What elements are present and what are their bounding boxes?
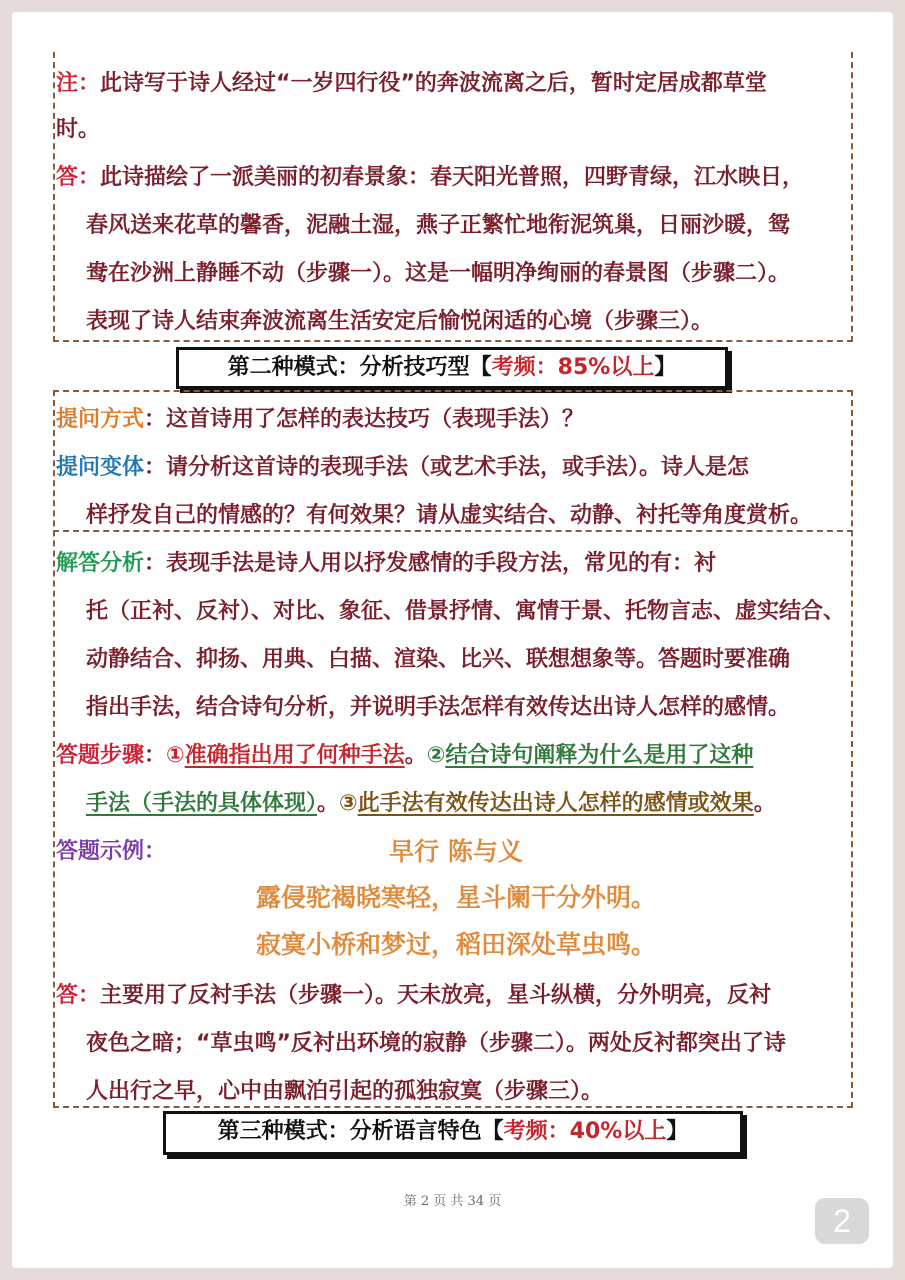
steps-colon: ：	[144, 743, 167, 768]
step1-text: 准确指出用了何种手法	[184, 743, 405, 768]
step1-number: ①	[166, 743, 185, 768]
step2-number: ②	[426, 743, 446, 768]
poem-line-2: 寂寞小桥和梦过，稻田深处草虫鸣。	[255, 930, 656, 959]
note-line-1	[56, 68, 868, 100]
steps-line-1	[56, 740, 868, 772]
mode2-bracket-close: 】	[654, 355, 677, 380]
mode2-bracket-open: 【	[469, 355, 492, 380]
mode2-frequency: 考频：85%以上	[491, 355, 655, 380]
mode3-bracket-open: 【	[481, 1119, 504, 1144]
step3-text: 此手法有效传达出诗人怎样的感情或效果	[357, 791, 754, 816]
step2-text-b: 手法（手法的具体体现）	[86, 791, 318, 816]
mode3-frequency: 考频：40%以上	[503, 1119, 667, 1144]
page-number-badge: 2	[815, 1198, 869, 1244]
note-text-2: 时。	[56, 117, 101, 142]
analysis-line-4: 指出手法，结合诗句分析，并说明手法怎样有效传达出诗人怎样的感情。	[86, 695, 791, 720]
step2-period: 。	[317, 791, 340, 816]
mode3-bracket-close: 】	[666, 1119, 689, 1144]
mode3-heading	[163, 1111, 743, 1155]
analysis-line-3: 动静结合、抑扬、用典、白描、渲染、比兴、联想想象等。答题时要准确	[86, 647, 791, 672]
example-label: 答题示例	[56, 839, 145, 864]
variant-label: 提问变体	[56, 455, 145, 480]
step1-period: 。	[404, 743, 427, 768]
variant-text-1: ：请分析这首诗的表现手法（或艺术手法，或手法）。诗人是怎	[144, 455, 750, 480]
step3-number: ③	[339, 791, 358, 816]
steps-line-2	[86, 788, 898, 820]
page-footer: 第 2 页 共 34 页	[403, 1194, 502, 1209]
answer2-line-1	[56, 980, 868, 1012]
mode2-heading	[176, 347, 728, 389]
analysis-label: 解答分析	[56, 551, 145, 576]
analysis-line-1	[56, 548, 868, 580]
step3-period: 。	[753, 791, 776, 816]
poem-line-1: 露侵驼褐晓寒轻，星斗阑干分外明。	[255, 883, 656, 912]
answer1-line-2: 春风送来花草的馨香，泥融土湿，燕子正繁忙地衔泥筑巢，日丽沙暖，鸳	[86, 213, 791, 238]
answer1-line-1	[56, 162, 868, 194]
steps-label: 答题步骤	[56, 743, 145, 768]
mode2-title: 第二种模式：分析技巧型	[227, 355, 470, 380]
answer2-line-3: 人出行之早，心中由飘泊引起的孤独寂寞（步骤三）。	[86, 1079, 604, 1104]
mode3-title: 第三种模式：分析语言特色	[217, 1119, 482, 1144]
example-colon: ：	[144, 839, 167, 864]
question-label: 提问方式	[56, 407, 145, 432]
analysis-line-2: 托（正衬、反衬）、对比、象征、借景抒情、寓情于景、托物言志、虚实结合、	[86, 599, 846, 624]
answer1-line-4: 表现了诗人结束奔波流离生活安定后愉悦闲适的心境（步骤三）。	[86, 309, 714, 334]
answer2-text-1: 主要用了反衬手法（步骤一）。天未放亮，星斗纵横，分外明亮，反衬	[100, 983, 772, 1008]
note-text-1: 此诗写于诗人经过“一岁四行役”的奔波流离之后，暂时定居成都草堂	[100, 71, 767, 96]
note-line-2	[56, 114, 868, 146]
variant-line-2: 样抒发自己的情感的？有何效果？请从虚实结合、动静、衬托等角度赏析。	[86, 503, 813, 528]
note-label: 注：	[56, 71, 101, 96]
answer1-text-1: 此诗描绘了一派美丽的初春景象：春天阳光普照，四野青绿，江水映日，	[100, 165, 805, 190]
variant-line-1	[56, 452, 868, 484]
answer2-label: 答：	[56, 983, 101, 1008]
question-line	[56, 404, 868, 436]
answer2-line-2: 夜色之暗；“草虫鸣”反衬出环境的寂静（步骤二）。两处反衬都突出了诗	[86, 1031, 786, 1056]
poem-title: 早行 陈与义	[389, 837, 523, 866]
answer1-label: 答：	[56, 165, 101, 190]
answer1-line-3: 鸯在沙洲上静睡不动（步骤一）。这是一幅明净绚丽的春景图（步骤二）。	[86, 261, 791, 286]
question-text: ：这首诗用了怎样的表达技巧（表现手法）？	[144, 407, 585, 432]
analysis-text-1: ：表现手法是诗人用以抒发感情的手段方法，常见的有：衬	[144, 551, 717, 576]
step2-text-a: 结合诗句阐释为什么是用了这种	[445, 743, 754, 768]
